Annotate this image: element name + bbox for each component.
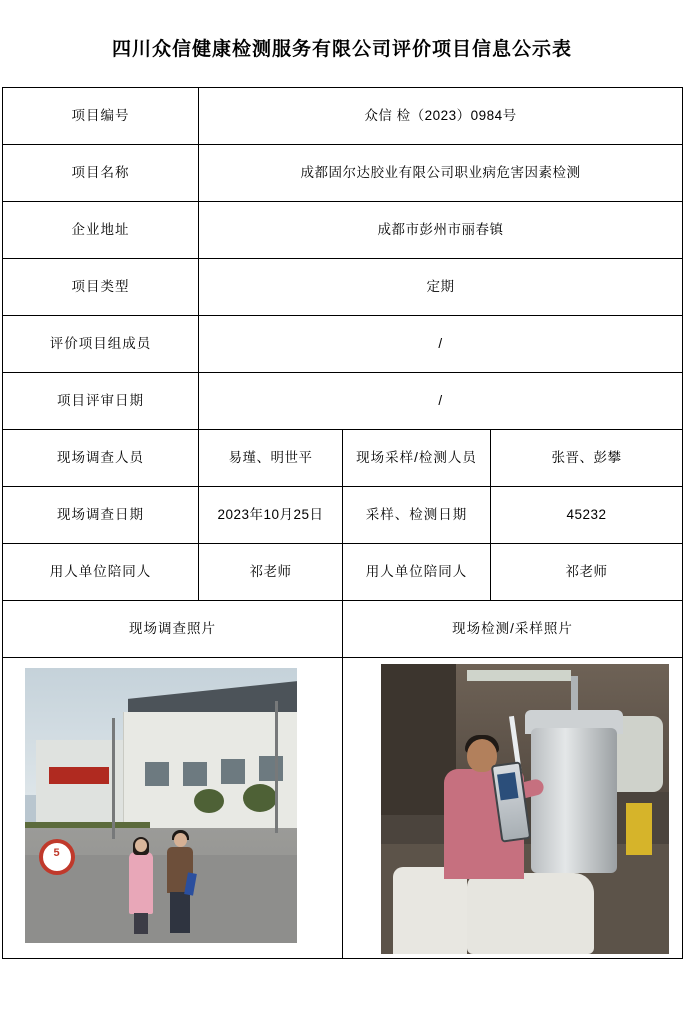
table-row [3,202,683,259]
row-value-escort-right: 祁老师 [491,544,683,601]
row-label-survey-date: 现场调查日期 [3,487,199,544]
table-row [3,544,683,601]
row-value-project-number: 众信 检（2023）0984号 [199,88,683,145]
row-label-project-number: 项目编号 [3,88,199,145]
row-value-company-address: 成都市彭州市丽春镇 [199,202,683,259]
row-value-project-name: 成都固尔达胶业有限公司职业病危害因素检测 [199,145,683,202]
row-label-company-address: 企业地址 [3,202,199,259]
row-label-survey-staff: 现场调查人员 [3,430,199,487]
photo-header-left: 现场调查照片 [3,601,343,658]
table-row [3,373,683,430]
table-row [3,487,683,544]
row-label-review-date: 项目评审日期 [3,373,199,430]
row-value-review-date: / [199,373,683,430]
photo-header-right: 现场检测/采样照片 [343,601,683,658]
detection-photo [381,664,669,954]
project-info-table [2,87,683,959]
row-value-team-members: / [199,316,683,373]
survey-photo: 5 [25,668,297,943]
table-row [3,259,683,316]
table-row [3,145,683,202]
detection-photo-wrap [343,658,682,958]
row-value-project-type: 定期 [199,259,683,316]
row-value-sampling-staff: 张晋、彭攀 [491,430,683,487]
row-label-sampling-staff: 现场采样/检测人员 [343,430,491,487]
photo-cell-survey [3,658,343,959]
row-label-sampling-date: 采样、检测日期 [343,487,491,544]
row-label-escort-left: 用人单位陪同人 [3,544,199,601]
table-row [3,316,683,373]
row-value-survey-staff: 易瑾、明世平 [199,430,343,487]
table-row-photos [3,658,683,959]
row-label-escort-right: 用人单位陪同人 [343,544,491,601]
row-label-team-members: 评价项目组成员 [3,316,199,373]
row-value-survey-date: 2023年10月25日 [199,487,343,544]
person-figure [166,833,194,933]
table-row [3,88,683,145]
row-value-escort-left: 祁老师 [199,544,343,601]
row-label-project-type: 项目类型 [3,259,199,316]
table-row [3,430,683,487]
row-value-sampling-date: 45232 [491,487,683,544]
photo-cell-detection [343,658,683,959]
survey-photo-wrap [3,658,342,958]
table-row [3,601,683,658]
page-title: 四川众信健康检测服务有限公司评价项目信息公示表 [111,39,572,60]
row-label-project-name: 项目名称 [3,145,199,202]
person-figure [128,839,154,934]
